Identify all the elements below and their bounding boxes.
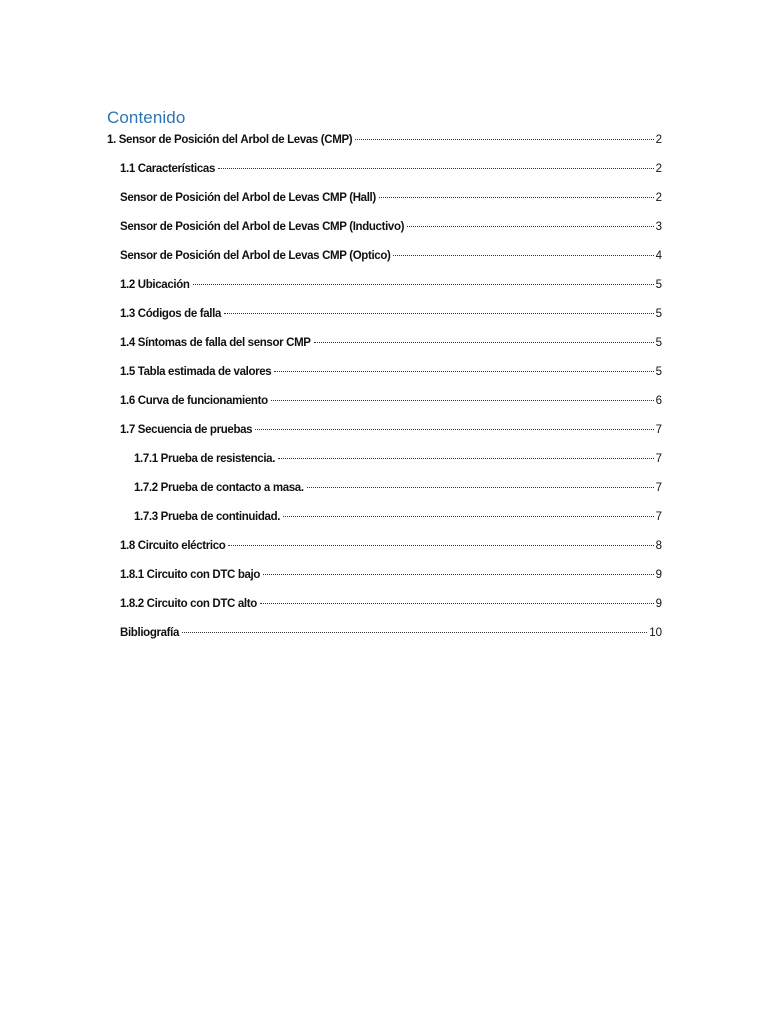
toc-entry-label: Sensor de Posición del Árbol de Levas CMP (Inductivo) (120, 221, 405, 233)
toc-page-number: 2 (655, 134, 662, 146)
toc-entry-label: Sensor de Posición del Árbol de Levas CMP (Hall) (120, 192, 376, 204)
toc-entry-cmp-hall[interactable] (120, 192, 662, 208)
toc-dot-leader (260, 603, 654, 604)
toc-entry-tabla-valores[interactable] (120, 366, 662, 382)
toc-entry-circuito-dtc-alto[interactable] (120, 598, 662, 614)
toc-entry-label: 1.8 Circuito eléctrico (120, 540, 226, 552)
toc-entry-prueba-contacto-masa[interactable] (134, 482, 662, 498)
toc-entry-cmp-optico[interactable] (120, 250, 662, 266)
toc-entry-caracteristicas[interactable] (120, 163, 662, 179)
toc-entry-cmp-inductivo[interactable] (120, 221, 662, 237)
toc-dot-leader (274, 371, 653, 372)
toc-entry-label: 1.2 Ubicación (120, 279, 190, 291)
toc-entry-secuencia-pruebas[interactable] (120, 424, 662, 440)
toc-page-number: 3 (655, 221, 662, 233)
toc-entry-prueba-continuidad[interactable] (134, 511, 662, 527)
toc-dot-leader (355, 139, 653, 140)
toc-entry-label: 1.5 Tabla estimada de valores (120, 366, 272, 378)
toc-dot-leader (263, 574, 654, 575)
toc-page-number: 2 (655, 192, 662, 204)
toc-entry-codigos-falla[interactable] (120, 308, 662, 324)
toc-entry-label: 1.1 Características (120, 163, 216, 175)
toc-page-number: 8 (655, 540, 662, 552)
toc-entry-label: Sensor de Posición del Árbol de Levas CMP (Óptico) (120, 250, 391, 262)
toc-page-number: 7 (655, 482, 662, 494)
toc-page-number: 4 (655, 250, 662, 262)
toc-entry-sensor-cmp[interactable] (107, 134, 662, 150)
toc-page-number: 7 (655, 424, 662, 436)
toc-dot-leader (407, 226, 653, 227)
toc-entry-label: 1. Sensor de Posición del Árbol de Levas (CMP) (107, 134, 353, 146)
toc-dot-leader (224, 313, 654, 314)
toc-entry-label: 1.8.2 Circuito con DTC alto (120, 598, 257, 610)
toc-entry-bibliografia[interactable] (120, 627, 662, 643)
toc-dot-leader (228, 545, 653, 546)
toc-page-number: 9 (655, 598, 662, 610)
toc-page-number: 5 (655, 366, 662, 378)
toc-entry-curva-funcionamiento[interactable] (120, 395, 662, 411)
toc-page-number: 9 (655, 569, 662, 581)
toc-page-number: 5 (655, 279, 662, 291)
toc-dot-leader (283, 516, 653, 517)
toc-dot-leader (218, 168, 654, 169)
toc-entry-sintomas-falla[interactable] (120, 337, 662, 353)
toc-dot-leader (307, 487, 654, 488)
toc-page-number: 5 (655, 337, 662, 349)
toc-dot-leader (271, 400, 654, 401)
toc-page-number: 5 (655, 308, 662, 320)
toc-heading: Contenido (107, 108, 186, 127)
toc-dot-leader (193, 284, 654, 285)
toc-entry-circuito-dtc-bajo[interactable] (120, 569, 662, 585)
toc-entry-label: 1.8.1 Circuito con DTC bajo (120, 569, 261, 581)
toc-page-number: 6 (655, 395, 662, 407)
toc-dot-leader (278, 458, 654, 459)
toc-entry-ubicacion[interactable] (120, 279, 662, 295)
toc-entry-circuito-electrico[interactable] (120, 540, 662, 556)
toc-dot-leader (255, 429, 653, 430)
toc-entry-label: 1.7 Secuencia de pruebas (120, 424, 253, 436)
toc-entry-label: 1.7.1 Prueba de resistencia. (134, 453, 276, 465)
toc-dot-leader (182, 632, 647, 633)
toc-entry-label: 1.4 Síntomas de falla del sensor CMP (120, 337, 311, 349)
toc-page-number: 2 (655, 163, 662, 175)
toc-entry-label: 1.7.2 Prueba de contacto a masa. (134, 482, 304, 494)
toc-dot-leader (314, 342, 654, 343)
toc-dot-leader (393, 255, 653, 256)
toc-entry-label: Bibliografía (120, 627, 180, 639)
toc-page-number: 10 (649, 627, 662, 639)
toc-entry-label: 1.7.3 Prueba de continuidad. (134, 511, 281, 523)
toc-page-number: 7 (655, 453, 662, 465)
toc-entry-label: 1.6 Curva de funcionamiento (120, 395, 268, 407)
toc-entry-label: 1.3 Códigos de falla (120, 308, 221, 320)
toc-dot-leader (379, 197, 654, 198)
toc-page-number: 7 (655, 511, 662, 523)
toc-entry-prueba-resistencia[interactable] (134, 453, 662, 469)
